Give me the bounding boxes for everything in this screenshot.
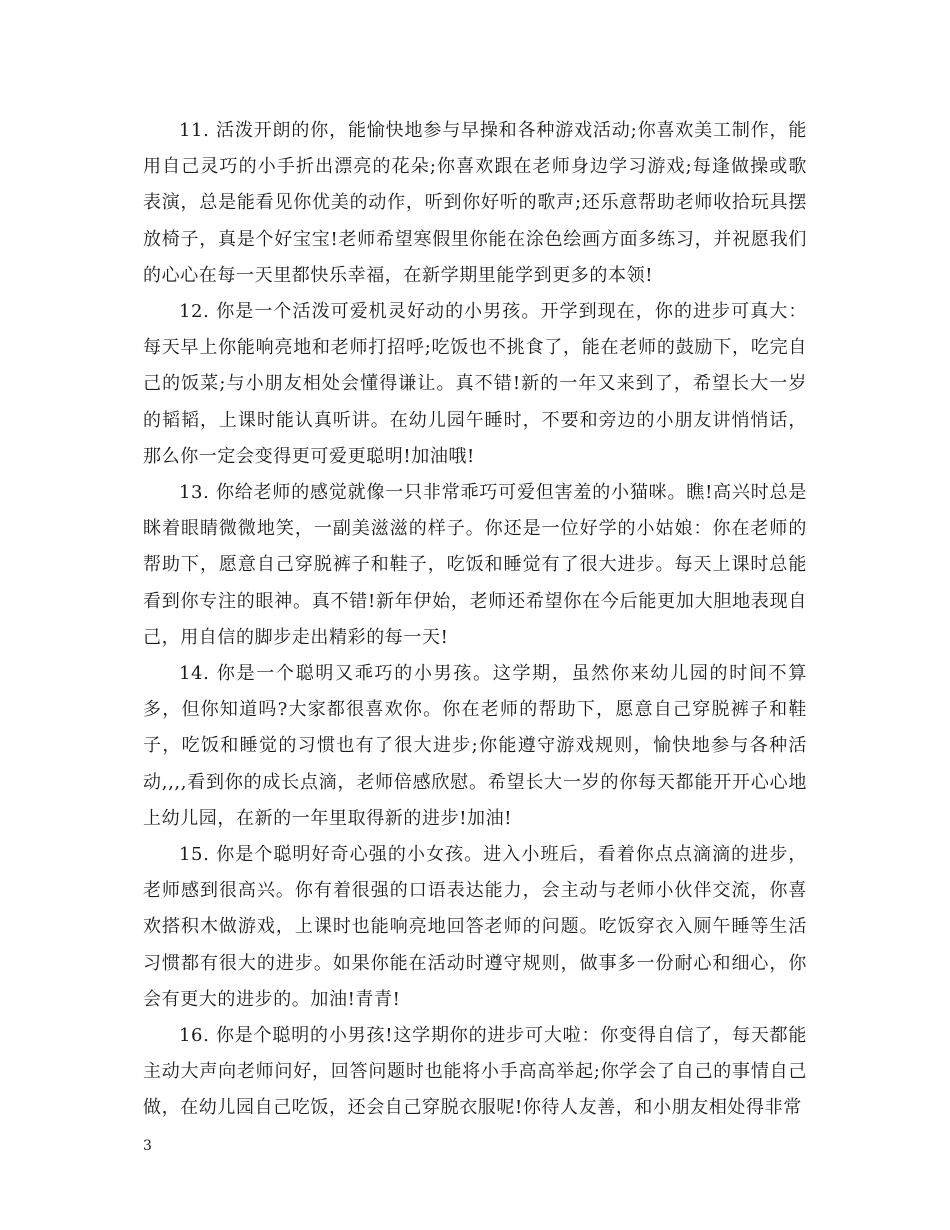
paragraph-14: 14. 你是一个聪明又乖巧的小男孩。这学期，虽然你来幼儿园的时间不算多，但你知道吗?大家都很喜欢你。你在老师的帮助下，愿意自己穿脱裤子和鞋子，吃饭和睡觉的习惯也有了很大进步;你能遵守游戏规则，愉快地参与各种活动,,,,看到你的成长点滴，老师倍感欣慰。希望长大一岁的你每天都能开开心心地上幼儿园，在新的一年里取得新的进步!加油! bbox=[143, 663, 807, 829]
paragraph-16: 16. 你是个聪明的小男孩!这学期你的进步可大啦：你变得自信了，每天都能主动大声向老师问好，回答问题时也能将小手高高举起;你学会了自己的事情自己做，在幼儿园自己吃饭，还会自己穿脱衣服呢!你待人友善，和小朋友相处得非常 bbox=[143, 1025, 807, 1119]
paragraph-12: 12. 你是一个活泼可爱机灵好动的小男孩。开学到现在，你的进步可真大：每天早上你能响亮地和老师打招呼;吃饭也不挑食了，能在老师的鼓励下，吃完自己的饭菜;与小朋友相处会懂得谦让。真不错!新的一年又来到了，希望长大一岁的韬韬，上课时能认真听讲。在幼儿园午睡时，不要和旁边的小朋友讲悄悄话，那么你一定会变得更可爱更聪明!加油哦! bbox=[143, 301, 807, 467]
paragraph-13: 13. 你给老师的感觉就像一只非常乖巧可爱但害羞的小猫咪。瞧!高兴时总是眯着眼睛微微地笑，一副美滋滋的样子。你还是一位好学的小姑娘：你在老师的帮助下，愿意自己穿脱裤子和鞋子，吃饭和睡觉有了很大进步。每天上课时总能看到你专注的眼神。真不错!新年伊始，老师还希望你在今后能更加大胆地表现自己，用自信的脚步走出精彩的每一天! bbox=[143, 482, 807, 648]
document-body bbox=[143, 113, 807, 1127]
page-number: 3 bbox=[143, 1138, 152, 1154]
paragraph-11: 11. 活泼开朗的你，能愉快地参与早操和各种游戏活动;你喜欢美工制作，能用自己灵巧的小手折出漂亮的花朵;你喜欢跟在老师身边学习游戏;每逢做操或歌表演，总是能看见你优美的动作，听到你好听的歌声;还乐意帮助老师收拾玩具摆放椅子，真是个好宝宝!老师希望寒假里你能在涂色绘画方面多练习，并祝愿我们的心心在每一天里都快乐幸福，在新学期里能学到更多的本领! bbox=[143, 120, 807, 286]
paragraph-15: 15. 你是个聪明好奇心强的小女孩。进入小班后，看着你点点滴滴的进步，老师感到很高兴。你有着很强的口语表达能力，会主动与老师小伙伴交流，你喜欢搭积木做游戏，上课时也能响亮地回答老师的问题。吃饭穿衣入厕午睡等生活习惯都有很大的进步。如果你能在活动时遵守规则，做事多一份耐心和细心，你会有更大的进步的。加油!青青! bbox=[143, 844, 807, 1010]
